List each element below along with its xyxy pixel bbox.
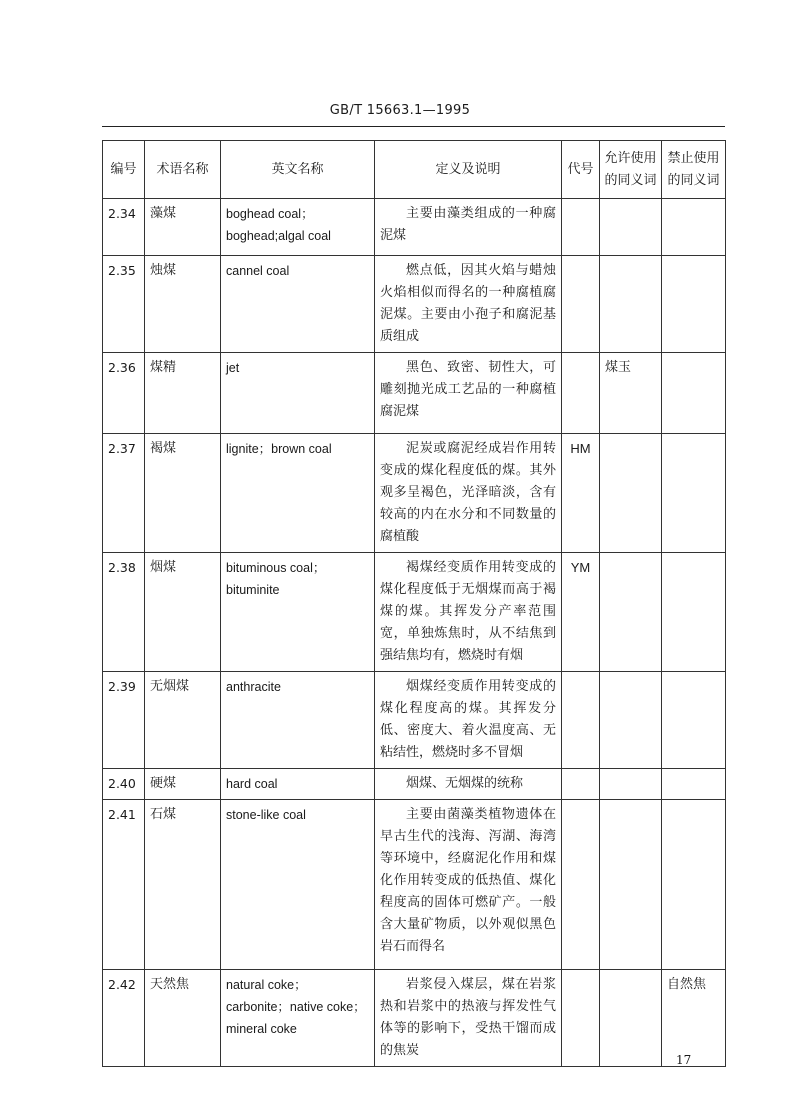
row-allowed [600,769,662,800]
row-code: YM [562,553,600,672]
row-forbidden: 自然焦 [662,970,726,1067]
row-definition: 烟煤、无烟煤的统称 [375,769,562,800]
row-definition: 黑色、致密、韧性大，可雕刻抛光成工艺品的一种腐植腐泥煤 [375,353,562,434]
row-term: 煤精 [145,353,221,434]
row-term: 石煤 [145,800,221,970]
row-forbidden [662,434,726,553]
row-forbidden [662,199,726,256]
row-number: 2.36 [103,353,145,434]
row-definition: 燃点低，因其火焰与蜡烛火焰相似而得名的一种腐植腐泥煤。主要由小孢子和腐泥基质组成 [375,256,562,353]
row-forbidden [662,672,726,769]
row-code: HM [562,434,600,553]
row-definition: 主要由菌藻类植物遗体在早古生代的浅海、泻湖、海湾等环境中，经腐泥化作用和煤化作用转变成的低热值、煤化程度高的固体可燃矿产。一般含大量矿物质，以外观似黑色岩石而得名 [375,800,562,970]
col-header-english: 英文名称 [221,141,375,199]
table-row [103,553,726,672]
col-header-forbidden-synonym: 禁止使用的同义词 [662,141,726,199]
row-code [562,353,600,434]
row-forbidden [662,800,726,970]
col-header-code: 代号 [562,141,600,199]
row-english: jet [221,353,375,434]
header-rule [102,126,725,127]
table-row [103,434,726,553]
col-header-term: 术语名称 [145,141,221,199]
row-allowed [600,199,662,256]
col-header-definition: 定义及说明 [375,141,562,199]
row-code [562,800,600,970]
row-allowed [600,672,662,769]
row-term: 藻煤 [145,199,221,256]
row-english: anthracite [221,672,375,769]
row-english: hard coal [221,769,375,800]
row-number: 2.35 [103,256,145,353]
row-forbidden [662,256,726,353]
row-forbidden [662,769,726,800]
table-row [103,672,726,769]
row-term: 天然焦 [145,970,221,1067]
row-forbidden [662,353,726,434]
row-english: cannel coal [221,256,375,353]
row-definition: 烟煤经变质作用转变成的煤化程度高的煤。其挥发分低、密度大、着火温度高、无粘结性，燃烧时多不冒烟 [375,672,562,769]
document-header: GB/T 15663.1—1995 [329,103,471,118]
row-code [562,199,600,256]
page-number: 17 [676,1053,692,1067]
row-english: stone-like coal [221,800,375,970]
row-number: 2.41 [103,800,145,970]
row-allowed [600,434,662,553]
terms-table [102,140,726,1067]
row-english: bituminous coal；bituminite [221,553,375,672]
row-term: 烛煤 [145,256,221,353]
row-allowed [600,970,662,1067]
table-header-row [103,141,726,199]
row-definition: 泥炭或腐泥经成岩作用转变成的煤化程度低的煤。其外观多呈褐色，光泽暗淡，含有较高的内在水分和不同数量的腐植酸 [375,434,562,553]
row-definition: 岩浆侵入煤层，煤在岩浆热和岩浆中的热液与挥发性气体等的影响下，受热干馏而成的焦炭 [375,970,562,1067]
row-allowed: 煤玉 [600,353,662,434]
row-number: 2.34 [103,199,145,256]
row-english: boghead coal；boghead;algal coal [221,199,375,256]
row-english: natural coke；carbonite；native coke；mineral coke [221,970,375,1067]
row-number: 2.37 [103,434,145,553]
row-number: 2.38 [103,553,145,672]
row-code [562,672,600,769]
row-term: 硬煤 [145,769,221,800]
row-code [562,769,600,800]
row-allowed [600,256,662,353]
row-code [562,970,600,1067]
row-forbidden [662,553,726,672]
row-term: 烟煤 [145,553,221,672]
table-row [103,256,726,353]
row-definition: 褐煤经变质作用转变成的煤化程度低于无烟煤而高于褐煤的煤。其挥发分产率范围宽，单独炼焦时，从不结焦到强结焦均有，燃烧时有烟 [375,553,562,672]
col-header-number: 编号 [103,141,145,199]
row-definition: 主要由藻类组成的一种腐泥煤 [375,199,562,256]
table-row [103,199,726,256]
table-row [103,800,726,970]
row-number: 2.40 [103,769,145,800]
row-number: 2.39 [103,672,145,769]
table-row [103,769,726,800]
row-allowed [600,553,662,672]
col-header-allowed-synonym: 允许使用的同义词 [600,141,662,199]
row-number: 2.42 [103,970,145,1067]
row-code [562,256,600,353]
row-term: 无烟煤 [145,672,221,769]
table-row [103,970,726,1067]
row-english: lignite；brown coal [221,434,375,553]
table-row [103,353,726,434]
row-allowed [600,800,662,970]
row-term: 褐煤 [145,434,221,553]
